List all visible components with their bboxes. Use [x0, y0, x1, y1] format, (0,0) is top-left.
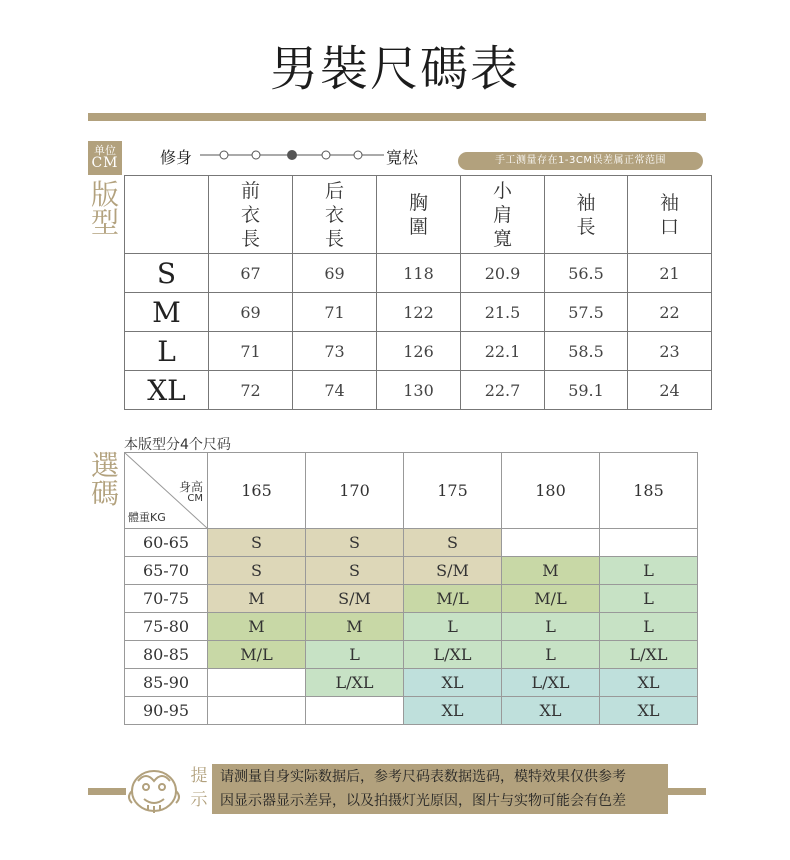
measurement-cell: 118 [377, 254, 461, 293]
table-row [125, 641, 698, 669]
weight-label: 75-80 [125, 613, 208, 641]
corner-height-label [179, 481, 203, 505]
table-row [125, 697, 698, 725]
weight-label: 80-85 [125, 641, 208, 669]
size-header-4 [461, 176, 545, 254]
header-char: 長 [576, 215, 596, 238]
header-char: 后 [324, 179, 344, 202]
size-recommendation-cell: S [404, 529, 502, 557]
height-header: 165 [208, 453, 306, 529]
footer-line-right [668, 788, 706, 795]
weight-label: 85-90 [125, 669, 208, 697]
measurement-cell: 72 [209, 371, 293, 410]
size-recommendation-cell [600, 529, 698, 557]
fit-dot-3 [288, 151, 297, 160]
tip-char-2: 示 [190, 790, 208, 810]
size-recommendation-cell: M [208, 585, 306, 613]
size-recommendation-cell [208, 697, 306, 725]
measurement-cell: 69 [209, 293, 293, 332]
height-header: 170 [306, 453, 404, 529]
unit-badge [88, 141, 122, 175]
header-char: 肩 [492, 203, 512, 226]
size-recommendation-cell: S [306, 557, 404, 585]
size-recommendation-cell: M/L [404, 585, 502, 613]
size-recommendation-cell: S [208, 529, 306, 557]
header-char: 長 [324, 227, 344, 250]
size-recommendation-cell: S [208, 557, 306, 585]
tip-char-1: 提 [190, 766, 208, 786]
fit-dot-1 [220, 151, 228, 159]
size-recommendation-cell: M [208, 613, 306, 641]
header-char: 長 [240, 227, 260, 250]
unit-value: CM [91, 155, 119, 171]
measurement-cell: 67 [209, 254, 293, 293]
measurement-cell: 22 [628, 293, 712, 332]
footer-line-2: 因显示器显示差异，以及拍摄灯光原因，图片与实物可能会有色差 [220, 793, 626, 809]
header-char: 衣 [324, 203, 344, 226]
measurement-cell: 20.9 [461, 254, 545, 293]
corner-height-text: 身高 [178, 480, 203, 494]
measurement-cell: 58.5 [545, 332, 628, 371]
weight-label: 60-65 [125, 529, 208, 557]
size-recommendation-cell: M [502, 557, 600, 585]
weight-label: 70-75 [125, 585, 208, 613]
table-row [125, 332, 712, 371]
table-row [125, 529, 698, 557]
measurement-cell: 71 [293, 293, 377, 332]
fit-label-loose: 寛松 [386, 148, 419, 167]
size-recommendation-cell: L/XL [502, 669, 600, 697]
size-recommendation-cell: S/M [404, 557, 502, 585]
measurement-cell: 73 [293, 332, 377, 371]
corner-weight-label: 體重KG [128, 511, 166, 524]
size-recommendation-cell: XL [404, 697, 502, 725]
size-recommendation-cell: L [404, 613, 502, 641]
size-recommendation-cell [208, 669, 306, 697]
size-label: L [125, 332, 209, 371]
size-recommendation-cell: M/L [502, 585, 600, 613]
lion-emblem-icon [124, 765, 184, 817]
measurement-cell: 57.5 [545, 293, 628, 332]
side-label-select-text: 選碼 [90, 449, 119, 510]
weight-label: 90-95 [125, 697, 208, 725]
footer-line-1: 请测量自身实际数据后，参考尺码表数据选码，模特效果仅供参考 [220, 769, 626, 785]
table-row [125, 669, 698, 697]
size-recommendation-cell [306, 697, 404, 725]
fit-dot-5 [354, 151, 362, 159]
size-recommendation-cell: XL [600, 669, 698, 697]
size-recommendation-cell: L [600, 585, 698, 613]
header-char: 前 [240, 179, 260, 202]
measurement-cell: 71 [209, 332, 293, 371]
table-row [125, 254, 712, 293]
fit-scale [200, 147, 384, 163]
table-row [125, 585, 698, 613]
measurement-cell: 22.1 [461, 332, 545, 371]
size-label: M [125, 293, 209, 332]
side-label-version-text: 版型 [90, 178, 119, 239]
size-selection-table [124, 452, 698, 725]
height-header: 185 [600, 453, 698, 529]
size-header-1 [209, 176, 293, 254]
header-char: 衣 [240, 203, 260, 226]
size-header-2 [293, 176, 377, 254]
table-row [125, 613, 698, 641]
size-recommendation-cell: L [600, 613, 698, 641]
size-recommendation-cell: L [600, 557, 698, 585]
measurement-cell: 59.1 [545, 371, 628, 410]
measurement-cell: 23 [628, 332, 712, 371]
select-header-corner [125, 453, 208, 529]
fit-dot-2 [252, 151, 260, 159]
measurement-cell: 21.5 [461, 293, 545, 332]
side-label-version [88, 178, 122, 239]
height-header: 180 [502, 453, 600, 529]
measurement-cell: 24 [628, 371, 712, 410]
measurement-cell: 21 [628, 254, 712, 293]
page-title: 男裝尺碼表 [269, 41, 520, 97]
size-recommendation-cell: L/XL [600, 641, 698, 669]
header-char: 胸 [408, 191, 428, 214]
measurement-cell: 56.5 [545, 254, 628, 293]
size-recommendation-cell: XL [600, 697, 698, 725]
size-recommendation-cell: L [502, 613, 600, 641]
header-char: 袖 [659, 191, 679, 214]
size-recommendation-cell: L/XL [404, 641, 502, 669]
footer-notice [212, 764, 668, 814]
size-recommendation-cell: L [306, 641, 404, 669]
tip-label [188, 764, 210, 812]
measurement-note: 手工测量存在1-3CM误差属正常范围 [458, 152, 703, 170]
header-char: 袖 [576, 191, 596, 214]
measurement-cell: 126 [377, 332, 461, 371]
size-header-corner [125, 176, 209, 254]
size-recommendation-cell: M [306, 613, 404, 641]
size-label: XL [125, 371, 209, 410]
size-recommendation-cell: L/XL [306, 669, 404, 697]
table-row [125, 293, 712, 332]
size-header-5 [545, 176, 628, 254]
size-header-6 [628, 176, 712, 254]
measurement-cell: 130 [377, 371, 461, 410]
size-header-3 [377, 176, 461, 254]
unit-label: 单位 [94, 144, 116, 157]
height-header: 175 [404, 453, 502, 529]
fit-dot-4 [322, 151, 330, 159]
measurement-cell: 69 [293, 254, 377, 293]
size-recommendation-cell: XL [404, 669, 502, 697]
size-label: S [125, 254, 209, 293]
size-recommendation-cell [502, 529, 600, 557]
size-recommendation-cell: L [502, 641, 600, 669]
fit-label-slim: 修身 [160, 148, 193, 167]
measurement-cell: 74 [293, 371, 377, 410]
side-label-select [88, 449, 122, 510]
measurement-cell: 22.7 [461, 371, 545, 410]
size-recommendation-cell: S/M [306, 585, 404, 613]
weight-label: 65-70 [125, 557, 208, 585]
size-count-note: 本版型分4个尺码 [124, 437, 231, 453]
footer-line-left [88, 788, 126, 795]
size-recommendation-cell: XL [502, 697, 600, 725]
measurement-cell: 122 [377, 293, 461, 332]
header-char: 寬 [492, 227, 512, 250]
header-char: 圍 [408, 215, 428, 238]
title-divider [88, 113, 706, 121]
corner-height-unit: CM [187, 493, 203, 504]
size-recommendation-cell: M/L [208, 641, 306, 669]
table-row [125, 371, 712, 410]
header-char: 小 [492, 179, 512, 202]
header-char: 口 [659, 215, 679, 238]
table-row [125, 557, 698, 585]
size-table [124, 175, 712, 410]
size-recommendation-cell: S [306, 529, 404, 557]
